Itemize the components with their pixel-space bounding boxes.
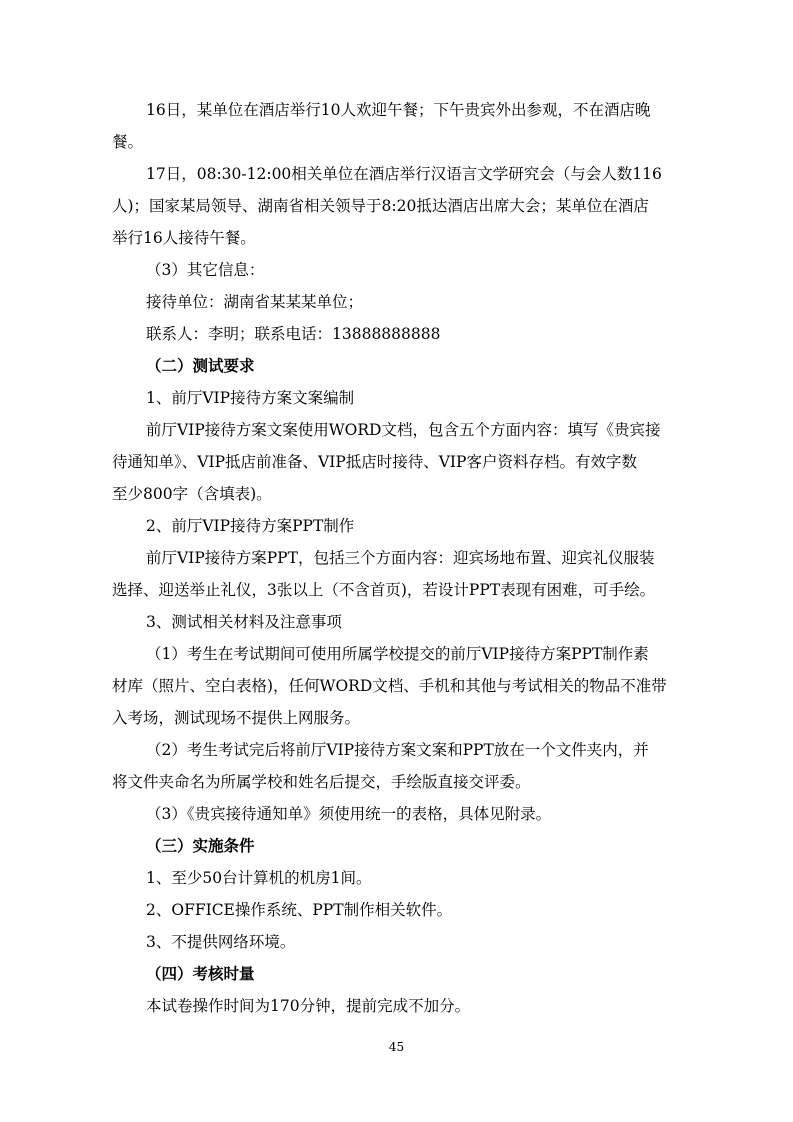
- paragraph-line: 餐。: [112, 133, 144, 151]
- section-heading: （四）考核时量: [146, 964, 255, 983]
- paragraph-line: 接待单位：湖南省某某某单位；: [146, 293, 364, 311]
- paragraph-line: 3、测试相关材料及注意事项: [146, 613, 342, 631]
- paragraph-line: （1）考生在考试期间可使用所属学校提交的前厅VIP接待方案PPT制作素: [146, 645, 649, 663]
- paragraph-line: 本试卷操作时间为170分钟，提前完成不加分。: [146, 997, 471, 1015]
- paragraph-line: 2、前厅VIP接待方案PPT制作: [146, 517, 355, 535]
- paragraph-line: 材库（照片、空白表格)，任何WORD文档、手机和其他与考试相关的物品不准带: [112, 677, 667, 695]
- paragraph-line: （3）其它信息：: [146, 261, 265, 279]
- paragraph-line: 1、前厅VIP接待方案文案编制: [146, 389, 355, 407]
- paragraph-line: 17日，08:30-12:00相关单位在酒店举行汉语言文学研究会（与会人数116: [146, 165, 662, 183]
- paragraph-line: 人)；国家某局领导、湖南省相关领导于8:20抵达酒店出席大会；某单位在酒店: [112, 197, 649, 215]
- paragraph-line: 联系人：李明；联系电话：13888888888: [146, 325, 441, 343]
- paragraph-line: 前厅VIP接待方案PPT，包括三个方面内容：迎宾场地布置、迎宾礼仪服装: [146, 549, 655, 567]
- paragraph-line: 1、至少50台计算机的机房1间。: [146, 869, 372, 887]
- paragraph-line: （2）考生考试完后将前厅VIP接待方案文案和PPT放在一个文件夹内，并: [146, 741, 649, 759]
- paragraph-line: 2、OFFICE操作系统、PPT制作相关软件。: [146, 901, 453, 919]
- paragraph-line: （3）《贵宾接待通知单》须使用统一的表格，具体见附录。: [146, 805, 552, 823]
- section-heading: （二）测试要求: [146, 356, 255, 375]
- paragraph-line: 选择、迎送举止礼仪，3张以上（不含首页)，若设计PPT表现有困难，可手绘。: [112, 581, 656, 599]
- page-number: 45: [388, 1040, 405, 1054]
- paragraph-line: 前厅VIP接待方案文案使用WORD文档，包含五个方面内容：填写《贵宾接: [146, 421, 661, 439]
- paragraph-line: 待通知单》、VIP抵店前准备、VIP抵店时接待、VIP客户资料存档。有效字数: [112, 453, 637, 471]
- paragraph-line: 16日，某单位在酒店举行10人欢迎午餐；下午贵宾外出参观，不在酒店晚: [146, 101, 651, 119]
- paragraph-line: 入考场，测试现场不提供上网服务。: [112, 709, 361, 727]
- paragraph-line: 举行16人接待午餐。: [112, 229, 256, 247]
- paragraph-line: 3、不提供网络环境。: [146, 933, 296, 951]
- paragraph-line: 将文件夹命名为所属学校和姓名后提交，手绘版直接交评委。: [112, 773, 531, 791]
- paragraph-line: 至少800字（含填表)。: [112, 485, 272, 503]
- section-heading: （三）实施条件: [146, 836, 255, 855]
